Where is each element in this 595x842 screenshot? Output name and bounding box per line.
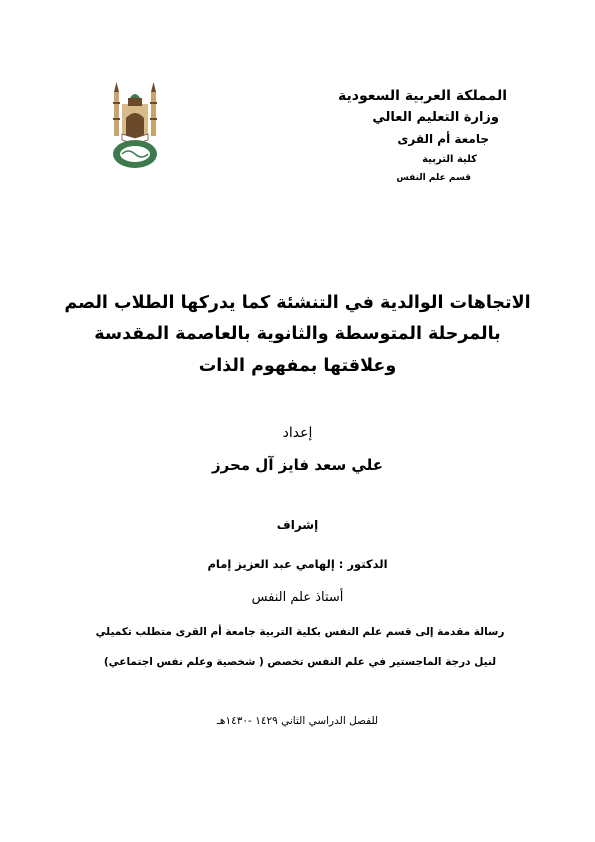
kingdom-name: المملكة العربية السعودية	[338, 88, 507, 104]
thesis-title-line-1: الاتجاهات الوالدية في التنشئة كما يدركها الطلاب الصم	[64, 293, 531, 313]
thesis-title-line-2: بالمرحلة المتوسطة والثانوية بالعاصمة المقدسة	[94, 324, 501, 344]
thesis-title-line-3: وعلاقتها بمفهوم الذات	[198, 356, 397, 376]
college-name: كلية التربية	[422, 154, 477, 165]
supervisor-name: الدكتور : إلهامي عبد العزيز إمام	[207, 557, 388, 571]
university-logo-icon	[108, 78, 162, 174]
academic-term: للفصل الدراسي الثاني ١٤٢٩ -١٤٣٠هـ	[216, 715, 379, 727]
university-name: جامعة أم القرى	[397, 132, 489, 146]
thesis-description-line-1: رسالة مقدمة إلى قسم علم النفس بكلية التربية جامعة أم القرى متطلب تكميلي	[95, 626, 505, 638]
supervision-label: إشراف	[276, 518, 319, 532]
department-name: قسم علم النفس	[396, 173, 471, 183]
thesis-description-line-2: لنيل درجة الماجستير في علم النفس تخصص ( شخصية وعلم نفس اجتماعي)	[103, 656, 497, 668]
ministry-name: وزارة التعليم العالي	[372, 110, 499, 125]
preparation-label: إعداد	[282, 425, 313, 441]
supervisor-title: أستاذ علم النفس	[251, 590, 344, 605]
author-name: علي سعد فايز آل محرز	[212, 456, 383, 474]
